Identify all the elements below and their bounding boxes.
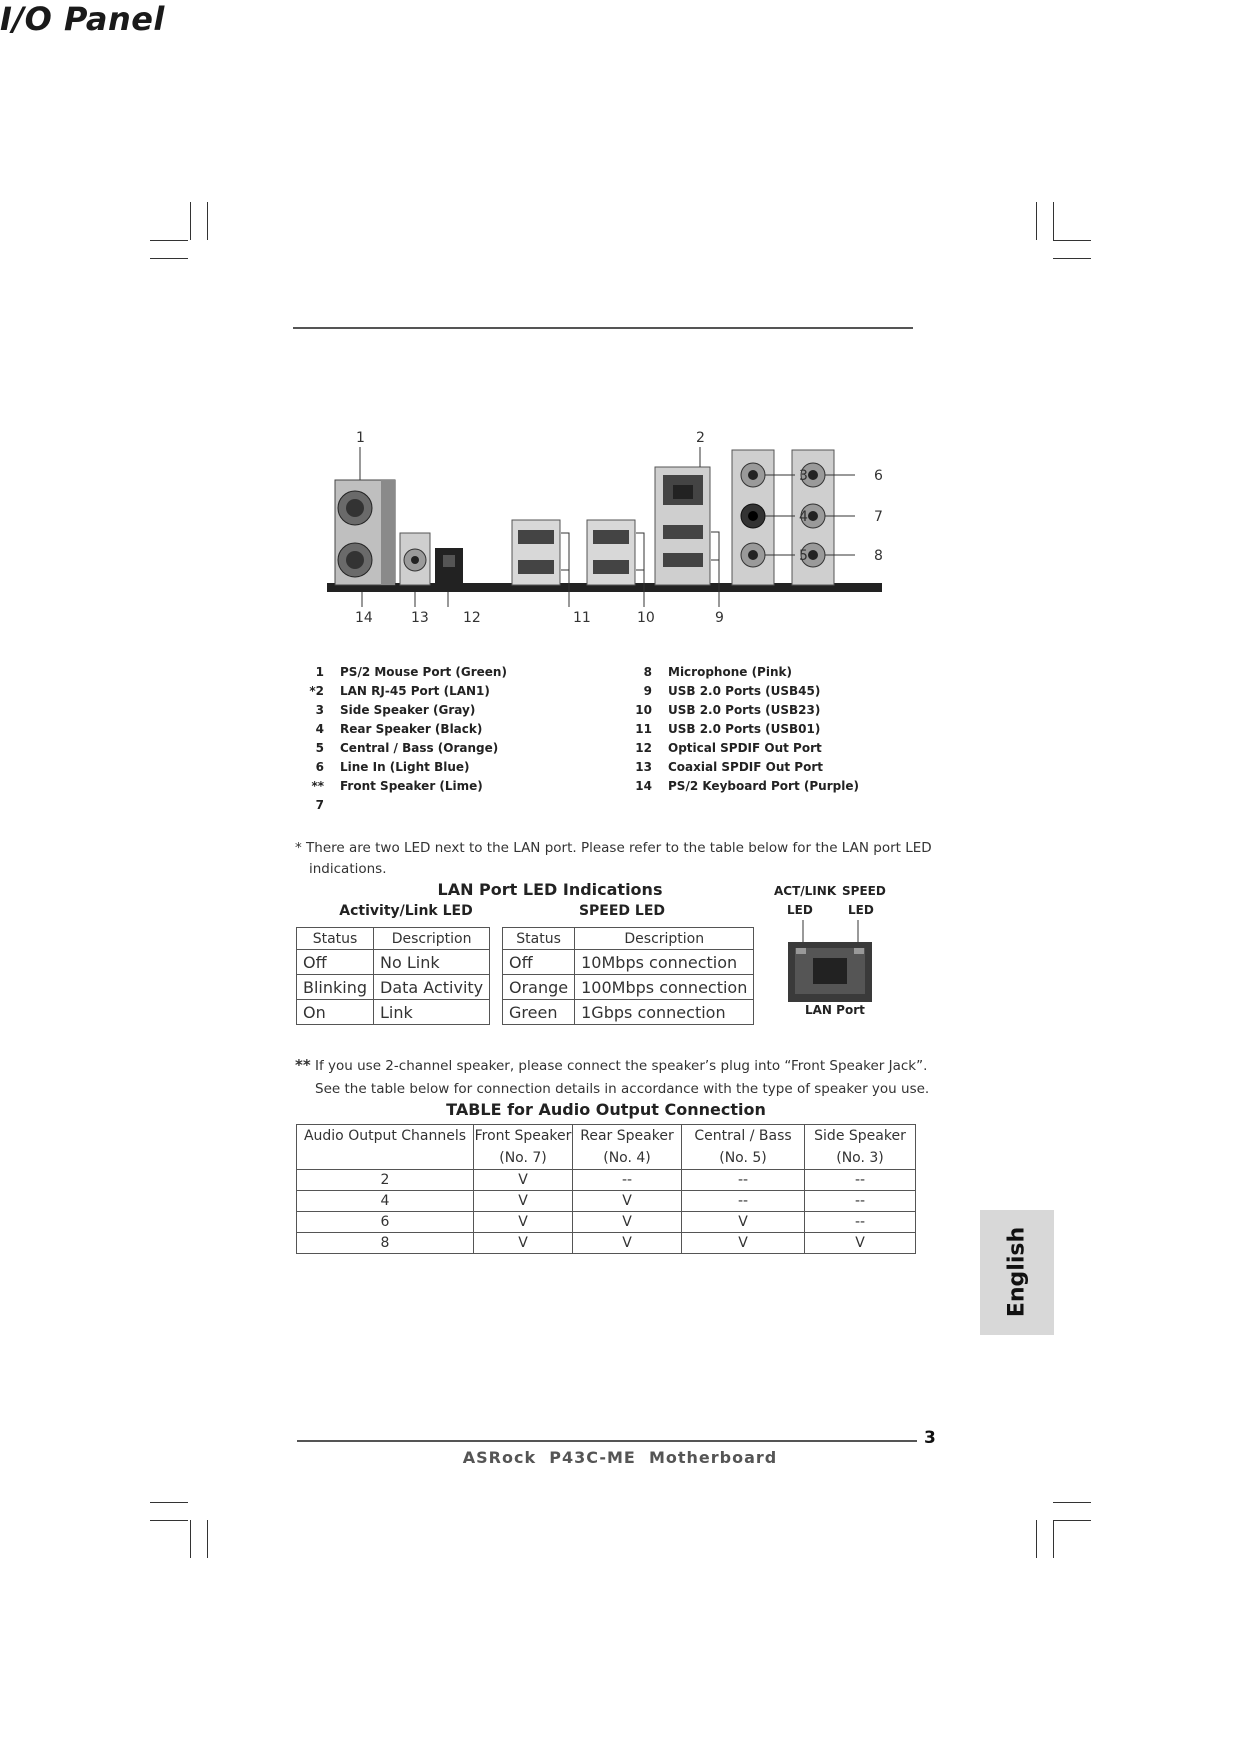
table-cell: V <box>474 1212 573 1233</box>
legend-number: 14 <box>635 779 652 793</box>
legend-number: 6 <box>315 760 324 774</box>
audio-output-table <box>296 1124 916 1254</box>
table-header-row <box>503 928 754 950</box>
legend-label: Side Speaker (Gray) <box>340 703 476 717</box>
callout-10: 10 <box>637 610 655 625</box>
table-cell: V <box>573 1233 682 1254</box>
table-row <box>297 950 490 975</box>
act-link-label-1: ACT/LINK <box>774 884 837 898</box>
legend-label: Line In (Light Blue) <box>340 760 470 774</box>
footer-text: ASRock P43C-ME Motherboard <box>462 1448 778 1467</box>
table-cell: 10Mbps connection <box>575 950 754 975</box>
table-cell: -- <box>573 1170 682 1191</box>
speaker-note-line2: See the table below for connection details in accordance with the type of speaker you use. <box>315 1081 930 1097</box>
audio-table-title: TABLE for Audio Output Connection <box>446 1100 766 1119</box>
table-header: Description <box>374 928 490 950</box>
callout-14: 14 <box>355 610 373 625</box>
table-cell: V <box>474 1191 573 1212</box>
table-cell: Green <box>503 1000 575 1025</box>
footer-rule <box>297 1440 917 1442</box>
callout-7: 7 <box>874 509 883 525</box>
page-title: I/O Panel <box>0 0 165 38</box>
table-row <box>297 975 490 1000</box>
table-cell: 6 <box>297 1212 474 1233</box>
callout-11: 11 <box>573 610 591 625</box>
crop-mark <box>1053 240 1091 241</box>
legend-label: Microphone (Pink) <box>668 665 792 679</box>
crop-mark <box>1053 1520 1091 1521</box>
lan-port-icon <box>785 920 875 1005</box>
callout-3: 3 <box>799 468 808 484</box>
legend-label: USB 2.0 Ports (USB23) <box>668 703 821 717</box>
legend-item <box>300 720 620 739</box>
legend-item <box>628 758 948 777</box>
legend-item <box>628 701 948 720</box>
crop-mark <box>1036 202 1037 240</box>
legend-item <box>300 663 620 682</box>
speaker-note-line1: If you use 2-channel speaker, please connect the speaker’s plug into “Front Speaker Jack”. <box>315 1058 928 1074</box>
table-header: Front Speaker (No. 7) <box>474 1125 573 1170</box>
legend-number: 8 <box>643 665 652 679</box>
table-row <box>503 1000 754 1025</box>
table-header-row <box>297 928 490 950</box>
callout-5: 5 <box>799 548 808 564</box>
legend-label: PS/2 Mouse Port (Green) <box>340 665 507 679</box>
table-header: Audio Output Channels <box>297 1125 474 1170</box>
table-header: Rear Speaker (No. 4) <box>573 1125 682 1170</box>
legend-number: *2 <box>309 684 324 698</box>
table-row <box>503 975 754 1000</box>
table-row <box>297 1233 916 1254</box>
callout-12: 12 <box>463 610 481 625</box>
legend-number: 5 <box>315 741 324 755</box>
callout-2: 2 <box>696 430 705 446</box>
legend-label: LAN RJ-45 Port (LAN1) <box>340 684 490 698</box>
crop-mark <box>190 1520 191 1558</box>
legend-right <box>628 663 948 796</box>
legend-left <box>300 663 620 815</box>
table-row <box>297 1212 916 1233</box>
crop-mark <box>1053 202 1054 240</box>
table-row <box>503 950 754 975</box>
table-cell: On <box>297 1000 374 1025</box>
table-header: Description <box>575 928 754 950</box>
activity-led-title: Activity/Link LED <box>339 903 473 919</box>
table-cell: -- <box>682 1191 805 1212</box>
legend-item <box>628 663 948 682</box>
legend-item <box>300 701 620 720</box>
crop-mark <box>190 202 191 240</box>
table-cell: 2 <box>297 1170 474 1191</box>
legend-label: Central / Bass (Orange) <box>340 741 499 755</box>
page-number: 3 <box>924 1428 936 1448</box>
crop-mark <box>150 1520 188 1521</box>
lan-note-line1: * There are two LED next to the LAN port. Please refer to the table below for the LAN port LED <box>295 840 932 856</box>
table-header-row <box>297 1125 916 1170</box>
legend-number: 9 <box>643 684 652 698</box>
legend-label: Rear Speaker (Black) <box>340 722 483 736</box>
table-cell: Off <box>503 950 575 975</box>
table-header: Central / Bass (No. 5) <box>682 1125 805 1170</box>
callout-13: 13 <box>411 610 429 625</box>
legend-item <box>300 758 620 777</box>
legend-number: ** 7 <box>311 779 324 812</box>
speed-label-2: LED <box>848 903 874 917</box>
table-cell: -- <box>805 1212 916 1233</box>
crop-mark <box>1036 1520 1037 1558</box>
table-cell: V <box>682 1233 805 1254</box>
speed-label-1: SPEED <box>842 884 886 898</box>
lan-note <box>295 838 935 880</box>
language-tab-label: English <box>1004 1226 1030 1318</box>
speed-led-table <box>502 927 754 1025</box>
note-marker: ** <box>295 1056 311 1074</box>
header-rule <box>293 327 913 329</box>
legend-number: 1 <box>315 665 324 679</box>
legend-number: 3 <box>315 703 324 717</box>
lan-port-label: LAN Port <box>805 1003 865 1017</box>
table-cell: 8 <box>297 1233 474 1254</box>
table-cell: Link <box>374 1000 490 1025</box>
legend-number: 4 <box>315 722 324 736</box>
legend-item <box>300 777 620 815</box>
table-cell: V <box>474 1170 573 1191</box>
legend-item <box>628 682 948 701</box>
callout-8: 8 <box>874 548 883 564</box>
legend-number: 11 <box>635 722 652 736</box>
legend-label: USB 2.0 Ports (USB01) <box>668 722 821 736</box>
legend-item <box>628 777 948 796</box>
table-cell: V <box>474 1233 573 1254</box>
crop-mark <box>207 1520 208 1558</box>
table-cell: No Link <box>374 950 490 975</box>
legend-label: USB 2.0 Ports (USB45) <box>668 684 821 698</box>
table-cell: 100Mbps connection <box>575 975 754 1000</box>
crop-mark <box>150 240 188 241</box>
table-cell: Off <box>297 950 374 975</box>
lan-led-title: LAN Port LED Indications <box>437 880 663 899</box>
table-cell: -- <box>805 1170 916 1191</box>
table-cell: 1Gbps connection <box>575 1000 754 1025</box>
table-cell: Data Activity <box>374 975 490 1000</box>
crop-mark <box>150 258 188 259</box>
legend-number: 12 <box>635 741 652 755</box>
callout-4: 4 <box>799 509 808 525</box>
act-link-label-2: LED <box>787 903 813 917</box>
table-cell: -- <box>682 1170 805 1191</box>
table-cell: V <box>573 1191 682 1212</box>
legend-label: PS/2 Keyboard Port (Purple) <box>668 779 859 793</box>
crop-mark <box>150 1502 188 1503</box>
table-header: Side Speaker (No. 3) <box>805 1125 916 1170</box>
table-cell: V <box>682 1212 805 1233</box>
table-cell: V <box>805 1233 916 1254</box>
speed-led-title: SPEED LED <box>578 903 666 919</box>
table-header: Status <box>297 928 374 950</box>
speaker-note <box>295 1055 935 1100</box>
crop-mark <box>207 202 208 240</box>
legend-label: Front Speaker (Lime) <box>340 779 483 793</box>
crop-mark <box>1053 1520 1054 1558</box>
lan-note-line2: indications. <box>309 861 387 877</box>
activity-led-table <box>296 927 490 1025</box>
callout-1: 1 <box>356 430 365 446</box>
legend-label: Optical SPDIF Out Port <box>668 741 822 755</box>
legend-item <box>300 682 620 701</box>
crop-mark <box>1053 258 1091 259</box>
callout-9: 9 <box>715 610 724 625</box>
io-panel-figure <box>315 425 915 625</box>
table-cell: 4 <box>297 1191 474 1212</box>
table-cell: -- <box>805 1191 916 1212</box>
crop-mark <box>1053 1502 1091 1503</box>
legend-item <box>628 720 948 739</box>
table-row <box>297 1000 490 1025</box>
table-header: Status <box>503 928 575 950</box>
legend-number: 13 <box>635 760 652 774</box>
table-row <box>297 1191 916 1212</box>
legend-label: Coaxial SPDIF Out Port <box>668 760 823 774</box>
table-row <box>297 1170 916 1191</box>
callout-6: 6 <box>874 468 883 484</box>
legend-item <box>300 739 620 758</box>
legend-number: 10 <box>635 703 652 717</box>
legend-item <box>628 739 948 758</box>
table-cell: V <box>573 1212 682 1233</box>
table-cell: Blinking <box>297 975 374 1000</box>
table-cell: Orange <box>503 975 575 1000</box>
